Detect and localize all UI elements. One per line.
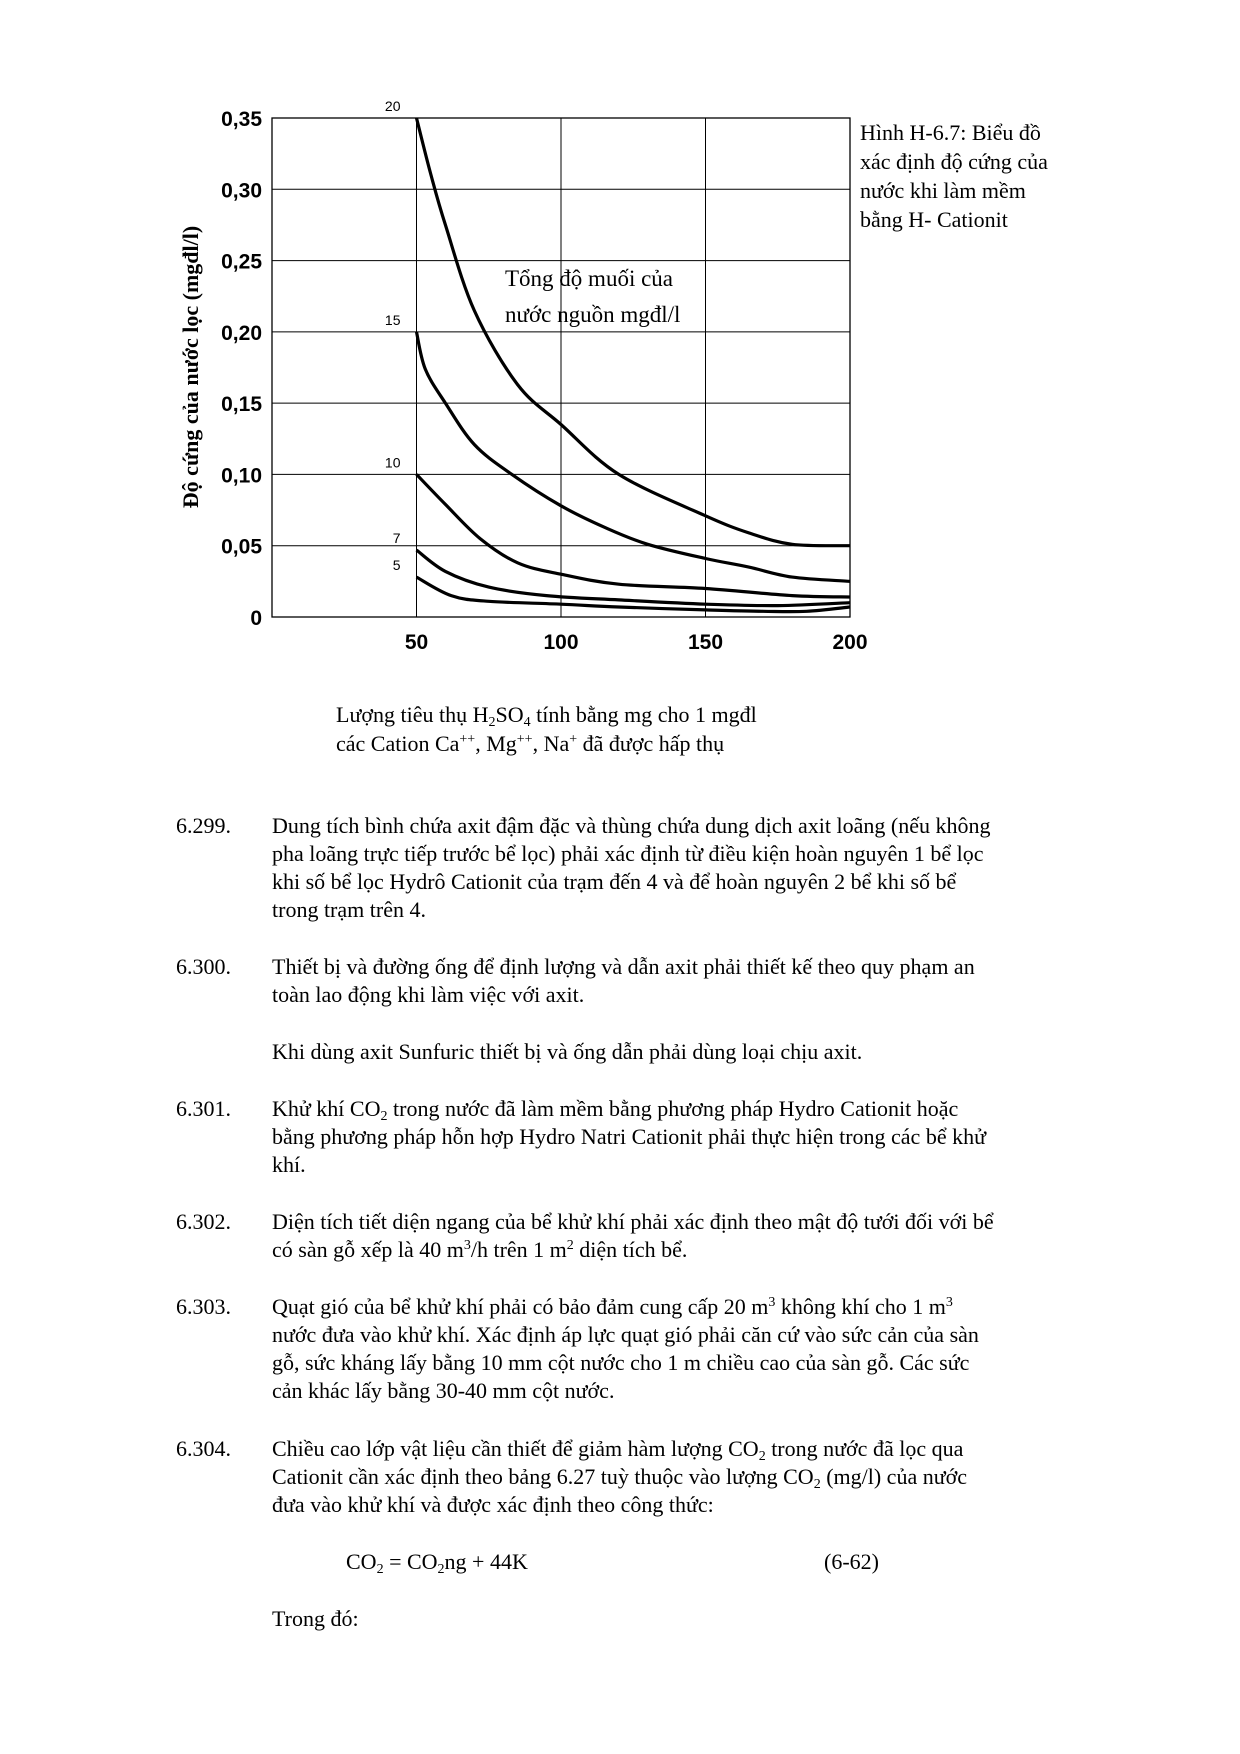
section-number: 6.304. (176, 1436, 231, 1461)
y-tick-label: 0,05 (221, 535, 262, 559)
caption-line: bằng H- Cationit (860, 207, 1008, 232)
caption-line: Hình H-6.7: Biểu đồ (860, 120, 1041, 145)
section-number: 6.302. (176, 1209, 231, 1234)
section-number: 6.299. (176, 813, 231, 838)
series-label-5: 5 (392, 557, 401, 574)
series-label-10: 10 (384, 454, 401, 471)
formula: $CO_2 = CO_2ng + 44K$ (346, 1549, 528, 1577)
series-label-7: 7 (392, 529, 401, 546)
paragraph-6-302: Diện tích tiết diện ngang của bể khử khí phải xác định theo mật độ tưới đối với bể có sàn gỗ xếp là 40 $m^3/h$ trên 1 $m^2$ diện tích bể. (272, 1209, 994, 1262)
paragraph-6-303: Quạt gió của bể khử khí phải có bảo đảm cung cấp 20 $m^3$ không khí cho 1 $m^3$ nước đưa vào khử khí. Xác định áp lực quạt gió phải căn cứ vào sức cản của sàn gỗ, sức kháng lấy bằng 10 mm cột nước cho 1 m chiều cao của sàn gỗ. Các sức cản khác lấy bằng 30-40 mm cột nước. (272, 1294, 979, 1403)
y-tick-label: 0,30 (221, 179, 262, 203)
paragraph-6-299: Dung tích bình chứa axit đậm đặc và thùng chứa dung dịch axit loãng (nếu không pha loãng trực tiếp trước bể lọc) phải xác định từ điều kiện hoàn nguyên 1 bể lọc khi số bể lọc Hydrô Cationit của trạm đến 4 và để hoàn nguyên 2 bể khi số bể trong trạm trên 4. (272, 813, 991, 922)
x-tick-label: 50 (404, 631, 429, 654)
section-number: 6.303. (176, 1294, 231, 1319)
section-number: 6.300. (176, 954, 231, 979)
y-tick-label: 0,20 (221, 321, 262, 345)
closing-text: Trong đó: (272, 1606, 359, 1631)
y-tick-label: 0,25 (221, 250, 262, 274)
paragraph-6-301: Khử khí $CO_2$ trong nước đã làm mềm bằng phương pháp Hydro Cationit hoặc bằng phương pháp hỗn hợp Hydro Natri Cationit phải thực hiện trong các bể khử khí. (272, 1096, 987, 1177)
chart-annotation-line2: nước nguồn mgđl/l (505, 302, 681, 327)
formula-number: (6-62) (824, 1549, 879, 1574)
paragraph-6-300: Thiết bị và đường ống để định lượng và dẫn axit phải thiết kế theo quy phạm an toàn lao động khi làm việc với axit. (272, 954, 975, 1007)
x-tick-label: 150 (687, 631, 724, 654)
caption-line: xác định độ cứng của (860, 149, 1048, 174)
section-number: 6.301. (176, 1096, 231, 1121)
y-tick-label: 0,10 (221, 464, 262, 488)
figure-caption (860, 118, 1120, 234)
series-line-7 (417, 550, 851, 606)
caption-line: nước khi làm mềm (860, 178, 1026, 203)
x-tick-label: 200 (832, 631, 868, 654)
y-tick-label: 0 (250, 607, 262, 630)
y-tick-label: 0,15 (221, 393, 262, 417)
paragraph-6-304: Chiều cao lớp vật liệu cần thiết để giảm hàm lượng $CO_2$ trong nước đã lọc qua Cationit cần xác định theo bảng 6.27 tuỳ thuộc vào lượng $CO_2$ (mg/l) của nước đưa vào khử khí và được xác định theo công thức: (272, 1436, 968, 1517)
series-label-20: 20 (384, 98, 401, 114)
series-label-15: 15 (384, 311, 401, 328)
paragraph-sulfuric-note: Khi dùng axit Sunfuric thiết bị và ống dẫn phải dùng loại chịu axit. (272, 1039, 863, 1064)
hardness-chart (0, 0, 1240, 760)
y-tick-label: 0,35 (221, 108, 262, 131)
x-tick-label: 100 (543, 631, 579, 654)
chart-annotation-line1: Tổng độ muối của (505, 266, 673, 291)
y-axis-label: Độ cứng của nước lọc (mgđl/l) (178, 225, 203, 509)
x-axis-label: Lượng tiêu thụ $H_2SO_4$ tính bằng mg cho 1 mgđl các Cation Ca++, Mg++, Na+ đã được hấp thụ (336, 702, 757, 756)
series-line-10 (417, 474, 851, 597)
